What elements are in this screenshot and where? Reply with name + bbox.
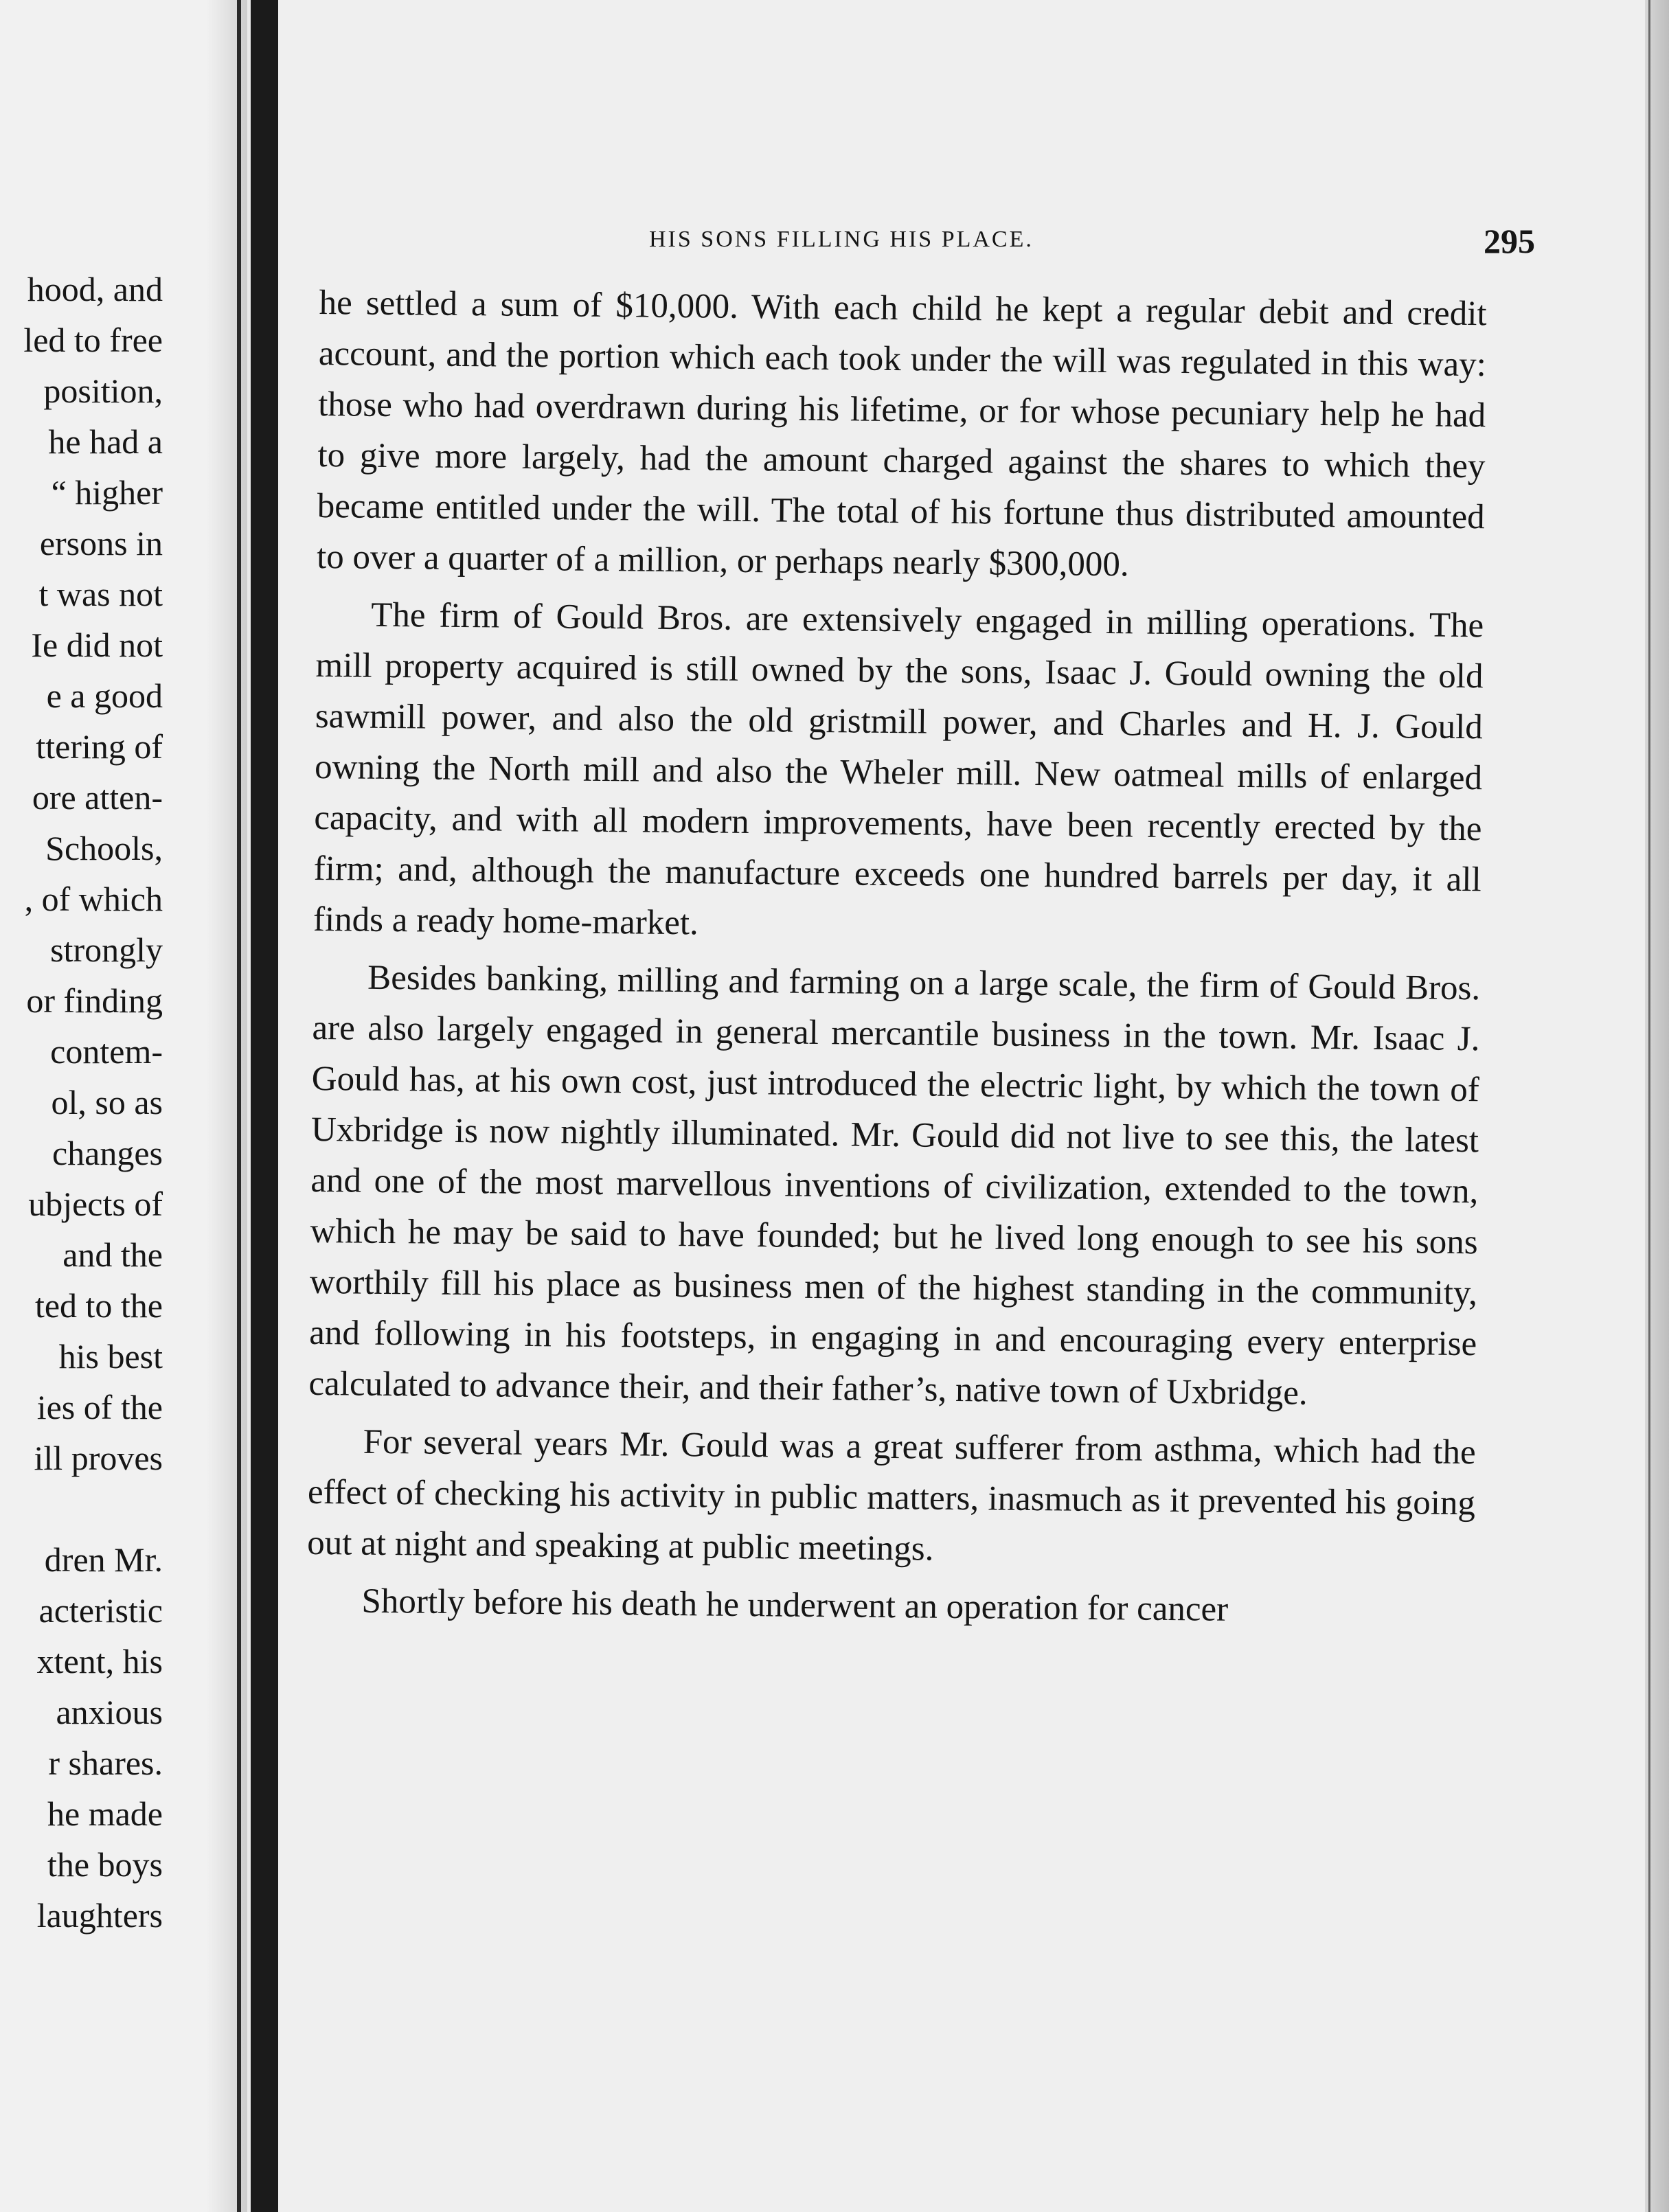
left-page-line: his best xyxy=(58,1337,163,1376)
left-page-line: ted to the xyxy=(34,1286,163,1325)
left-page-line: “ higher xyxy=(51,473,163,512)
left-page-line: he made xyxy=(47,1794,163,1833)
left-page-line: ore atten- xyxy=(32,778,163,817)
left-page-line: ies of the xyxy=(36,1388,163,1426)
left-page-line: changes xyxy=(52,1134,163,1172)
left-page-line: laughters xyxy=(36,1896,163,1935)
gutter-shadow xyxy=(206,0,247,2212)
left-page-line: , of which xyxy=(24,880,163,918)
page-edge-line xyxy=(1648,0,1650,2212)
paragraph: The firm of Gould Bros. are extensively engaged in milling operations. The mill property acquired is still owned by the sons, Isaac J. Gould owning the old sawmill power, and also the old gristmill power, and Charles and H. J. Gould owning the North mill and also the Wheler mill. New oatmeal mills of enlarged capacity, and with all modern improvements, have been recently erected by the firm; and, although the manufacture exceeds one hundred barrels per day, it all finds a ready home-market. xyxy=(313,595,1484,943)
left-page-line: e a good xyxy=(46,676,163,715)
left-page-line: anxious xyxy=(56,1693,163,1731)
left-page-line: strongly xyxy=(50,931,163,969)
left-page-line: t was not xyxy=(38,575,163,613)
left-page-line: ill proves xyxy=(34,1439,163,1477)
paragraph: Besides banking, milling and farming on a large scale, the firm of Gould Bros. are also largely engaged in general mercantile business in the town. Mr. Isaac J. Gould has, at his own cost, just introduced the electric light, by which the town of Uxbridge is now nightly illuminated. Mr. Gould did not live to see this, the latest and one of the most marvellous inventions of civilization, extended to the town, which he may be said to have founded; but he lived long enough to see his sons worthily fill his place as business men of the highest standing in the community, and following in his footsteps, in engaging in and encouraging every enterprise calculated to advance their, and their father’s, native town of Uxbridge. xyxy=(308,958,1481,1413)
book-spine xyxy=(251,0,278,2212)
paragraph: For several years Mr. Gould was a great sufferer from asthma, which had the effect of checking his activity in public matters, inasmuch as it prevented his going out at night and speaking at public meetings. xyxy=(307,1422,1476,1569)
spine-edge xyxy=(237,0,241,2212)
right-page xyxy=(278,0,1645,2212)
left-page-line: ol, so as xyxy=(51,1083,163,1121)
paragraph: he settled a sum of $10,000. With each child he kept a regular debit and credit account, and the portion which each took under the will was regulated in this way: those who had overdrawn during his lifetime, or for whose pecuniary help he had to give more largely, had the amount charged against the shares to which they became entitled under the will. The total of his fortune thus distributed amounted to over a quarter of a million, or perhaps nearly $300,000. xyxy=(316,283,1487,584)
left-page-line: ttering of xyxy=(36,727,163,766)
left-page-line: and the xyxy=(63,1235,163,1274)
page-number: 295 xyxy=(1484,222,1535,260)
left-page-line: dren Mr. xyxy=(44,1540,163,1579)
running-head: HIS SONS FILLING HIS PLACE. xyxy=(649,227,1034,252)
left-page-line: Schools, xyxy=(45,829,163,867)
left-page-line: r shares. xyxy=(48,1744,163,1782)
left-page-line: contem- xyxy=(50,1032,163,1071)
paragraph: Shortly before his death he underwent an operation for cancer xyxy=(361,1582,1229,1629)
left-page-line: position, xyxy=(43,372,163,410)
left-page-line: Ie did not xyxy=(31,626,163,664)
left-page-line: hood, and xyxy=(27,270,163,308)
body-text xyxy=(306,277,1487,1637)
left-page-line: led to free xyxy=(23,321,163,359)
left-page-line: or finding xyxy=(26,981,163,1020)
left-page xyxy=(0,0,237,2212)
left-page-line: the boys xyxy=(47,1845,163,1884)
left-page-line: acteristic xyxy=(38,1591,163,1630)
page-header xyxy=(278,221,1645,262)
left-page-line: ubjects of xyxy=(28,1185,163,1223)
left-page-line: ersons in xyxy=(39,524,163,562)
left-page-line: xtent, his xyxy=(36,1642,163,1680)
left-page-line: he had a xyxy=(48,422,163,461)
